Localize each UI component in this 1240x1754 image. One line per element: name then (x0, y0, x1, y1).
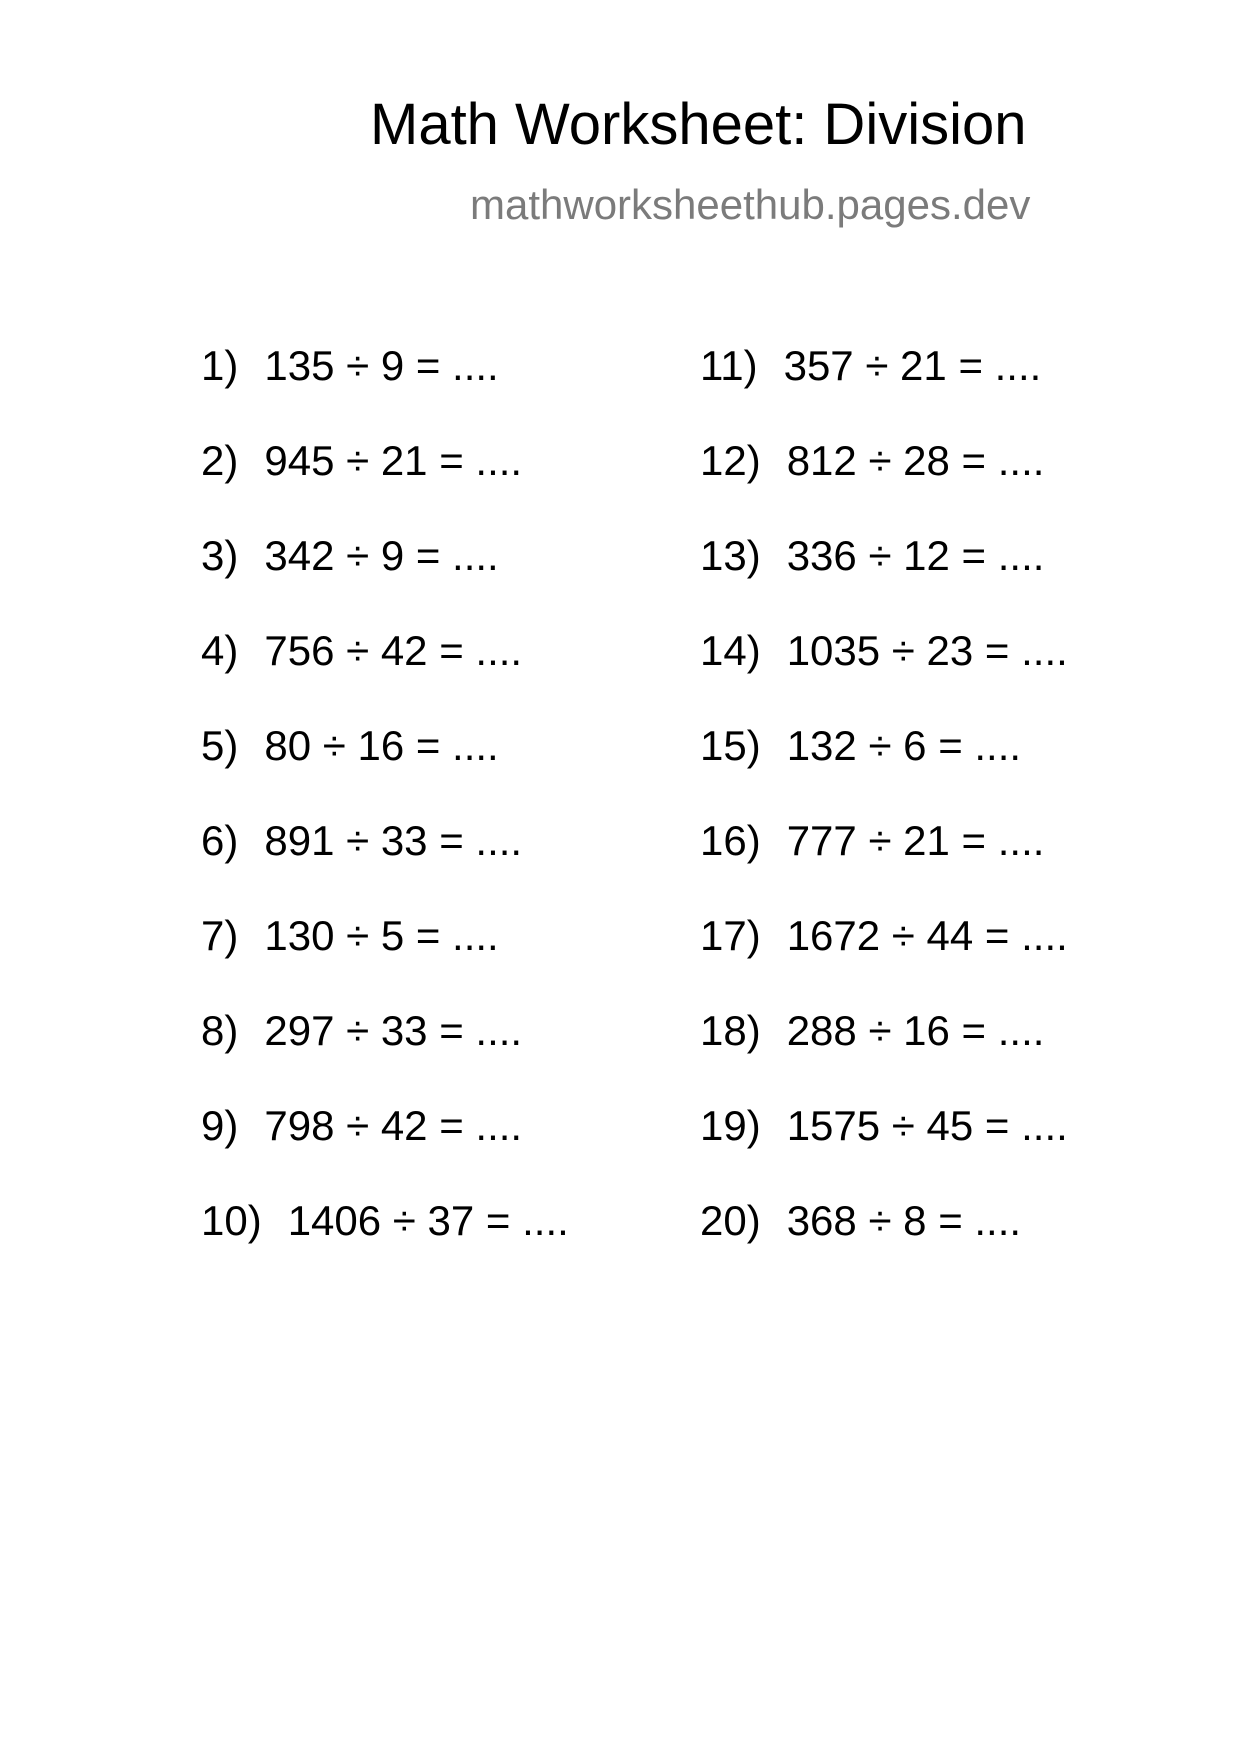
problem-expression: 336 ÷ 12 = .... (786, 532, 1045, 579)
problem-expression: 798 ÷ 42 = .... (264, 1102, 523, 1149)
problem-expression: 132 ÷ 6 = .... (786, 722, 1022, 769)
problem-expression: 288 ÷ 16 = .... (786, 1007, 1045, 1054)
problem-number: 18) (700, 1007, 761, 1054)
page-title: Math Worksheet: Division (370, 92, 1027, 157)
problem-expression: 135 ÷ 9 = .... (264, 342, 499, 389)
problem-expression: 891 ÷ 33 = .... (264, 817, 523, 864)
problem-expression: 1035 ÷ 23 = .... (786, 627, 1068, 674)
problem-column-left (201, 342, 569, 1295)
problem-item (700, 1197, 1068, 1295)
problem-number: 11) (700, 342, 758, 389)
problem-item (201, 912, 569, 1010)
problem-number: 2) (201, 437, 239, 484)
problem-item (700, 1007, 1068, 1105)
problem-number: 3) (201, 532, 239, 579)
problem-expression: 1672 ÷ 44 = .... (786, 912, 1068, 959)
problem-number: 13) (700, 532, 761, 579)
problem-expression: 368 ÷ 8 = .... (786, 1197, 1022, 1244)
problem-expression: 812 ÷ 28 = .... (786, 437, 1045, 484)
problem-number: 6) (201, 817, 239, 864)
problem-item (201, 342, 569, 440)
problem-expression: 945 ÷ 21 = .... (264, 437, 523, 484)
problem-item (700, 912, 1068, 1010)
problem-number: 1) (201, 342, 239, 389)
problem-expression: 80 ÷ 16 = .... (264, 722, 499, 769)
problem-expression: 1406 ÷ 37 = .... (287, 1197, 569, 1244)
problem-number: 14) (700, 627, 761, 674)
problem-number: 16) (700, 817, 761, 864)
problem-expression: 357 ÷ 21 = .... (783, 342, 1042, 389)
problem-item (201, 627, 569, 725)
problem-item (700, 342, 1068, 440)
problem-number: 8) (201, 1007, 239, 1054)
problem-item (700, 817, 1068, 915)
problem-item (700, 627, 1068, 725)
problem-expression: 777 ÷ 21 = .... (786, 817, 1045, 864)
problem-item (201, 722, 569, 820)
problem-item (201, 437, 569, 535)
problem-number: 4) (201, 627, 239, 674)
problem-expression: 130 ÷ 5 = .... (264, 912, 499, 959)
problem-number: 19) (700, 1102, 761, 1149)
problem-number: 17) (700, 912, 761, 959)
problem-item (201, 1102, 569, 1200)
problem-item (700, 532, 1068, 630)
problem-number: 20) (700, 1197, 761, 1244)
problem-expression: 1575 ÷ 45 = .... (786, 1102, 1068, 1149)
problem-number: 12) (700, 437, 761, 484)
problem-expression: 342 ÷ 9 = .... (264, 532, 499, 579)
problem-number: 9) (201, 1102, 239, 1149)
problem-item (201, 817, 569, 915)
problem-expression: 297 ÷ 33 = .... (264, 1007, 523, 1054)
problem-item (700, 437, 1068, 535)
site-url: mathworksheethub.pages.dev (470, 181, 1031, 228)
problem-item (700, 1102, 1068, 1200)
problem-item (700, 722, 1068, 820)
problem-number: 5) (201, 722, 239, 769)
problem-list (0, 342, 1240, 1245)
problem-item (201, 1007, 569, 1105)
problem-expression: 756 ÷ 42 = .... (264, 627, 523, 674)
problem-item (201, 532, 569, 630)
problem-item (201, 1197, 569, 1295)
problem-number: 15) (700, 722, 761, 769)
problem-number: 10) (201, 1197, 262, 1244)
problem-number: 7) (201, 912, 239, 959)
problem-column-right (700, 342, 1068, 1295)
